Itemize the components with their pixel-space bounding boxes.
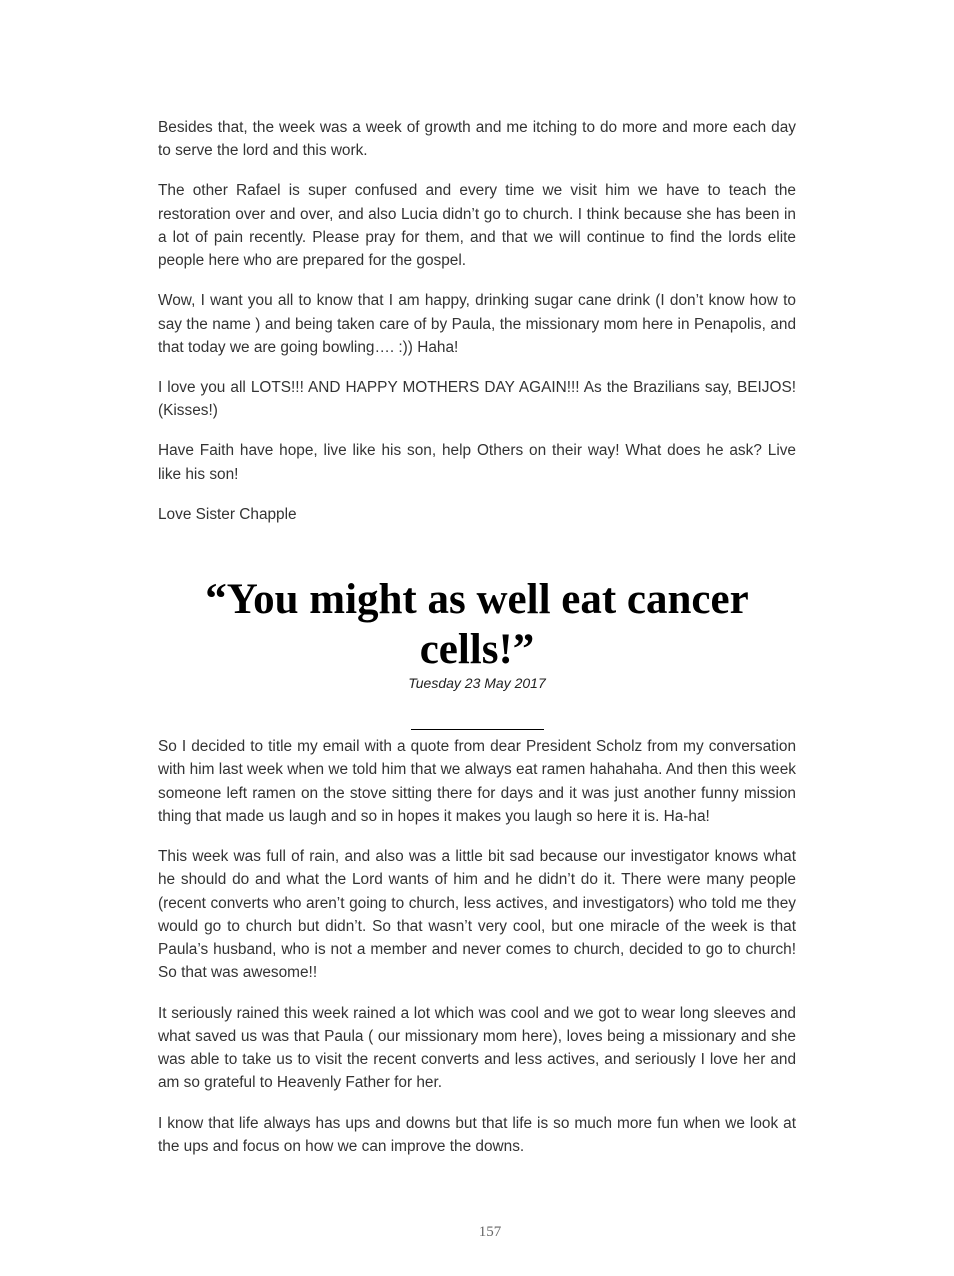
body-paragraph: The other Rafael is super confused and every time we visit him we have to teach the restoration over and over, and also Lucia didn’t go to church. I think because she has been in a lot of pain recently. Please pray for them, and that we will continue to find the lords elite people here who are prepared for the gospel. — [158, 182, 796, 270]
body-paragraph: I love you all LOTS!!! AND HAPPY MOTHERS DAY AGAIN!!! As the Brazilians say, BEIJOS! (Kisses!) — [158, 379, 796, 420]
body-paragraph: This week was full of rain, and also was a little bit sad because our investigator knows what he should do and what the Lord wants of him and he didn’t do it. There were many people (recent converts who aren’t going to church, less actives, and investigators) who told me they would go to church but didn’t. So that wasn’t very cool, but one miracle of the week is that Paula’s husband, who is not a member and never comes to church, decided to go to church! So that was awesome!! — [158, 847, 796, 982]
title-divider — [411, 729, 544, 730]
body-paragraph: It seriously rained this week rained a lot which was cool and we got to wear long sleeves and what saved us was that Paula ( our missionary mom here), loves being a missionary and she was able to take us to visit the recent converts and less actives, and seriously I love her and am so grateful to Heavenly Father for her. — [158, 1004, 796, 1092]
body-paragraph: Besides that, the week was a week of growth and me itching to do more and more each day to serve the lord and this work. — [158, 119, 796, 160]
body-paragraph: Wow, I want you all to know that I am happy, drinking sugar cane drink (I don’t know how to say the name ) and being taken care of by Paula, the missionary mom here in Penapolis, and that today we are going bowling…. :)) Haha! — [158, 292, 796, 356]
article-body — [158, 735, 796, 1175]
article-title: “You might as well eat cancer cells!” — [205, 576, 749, 673]
body-paragraph: So I decided to title my email with a quote from dear President Scholz from my conversation with him last week when we told him that we always eat ramen hahahaha. And then this week someone left ramen on the stove sitting there for days and it was just another funny mission thing that made us laugh and so in hopes it makes you laugh so here it is. Ha-ha! — [158, 738, 796, 825]
signature-line: Love Sister Chapple — [158, 505, 297, 523]
article-date: Tuesday 23 May 2017 — [408, 675, 546, 691]
article-header — [158, 575, 796, 691]
body-paragraph: Have Faith have hope, live like his son, help Others on their way! What does he ask? Live like his son! — [158, 442, 796, 483]
body-paragraph: I know that life always has ups and downs but that life is so much more fun when we look at the ups and focus on how we can improve the downs. — [158, 1114, 796, 1155]
previous-entry-body — [158, 116, 796, 543]
page-number: 157 — [478, 1224, 502, 1240]
